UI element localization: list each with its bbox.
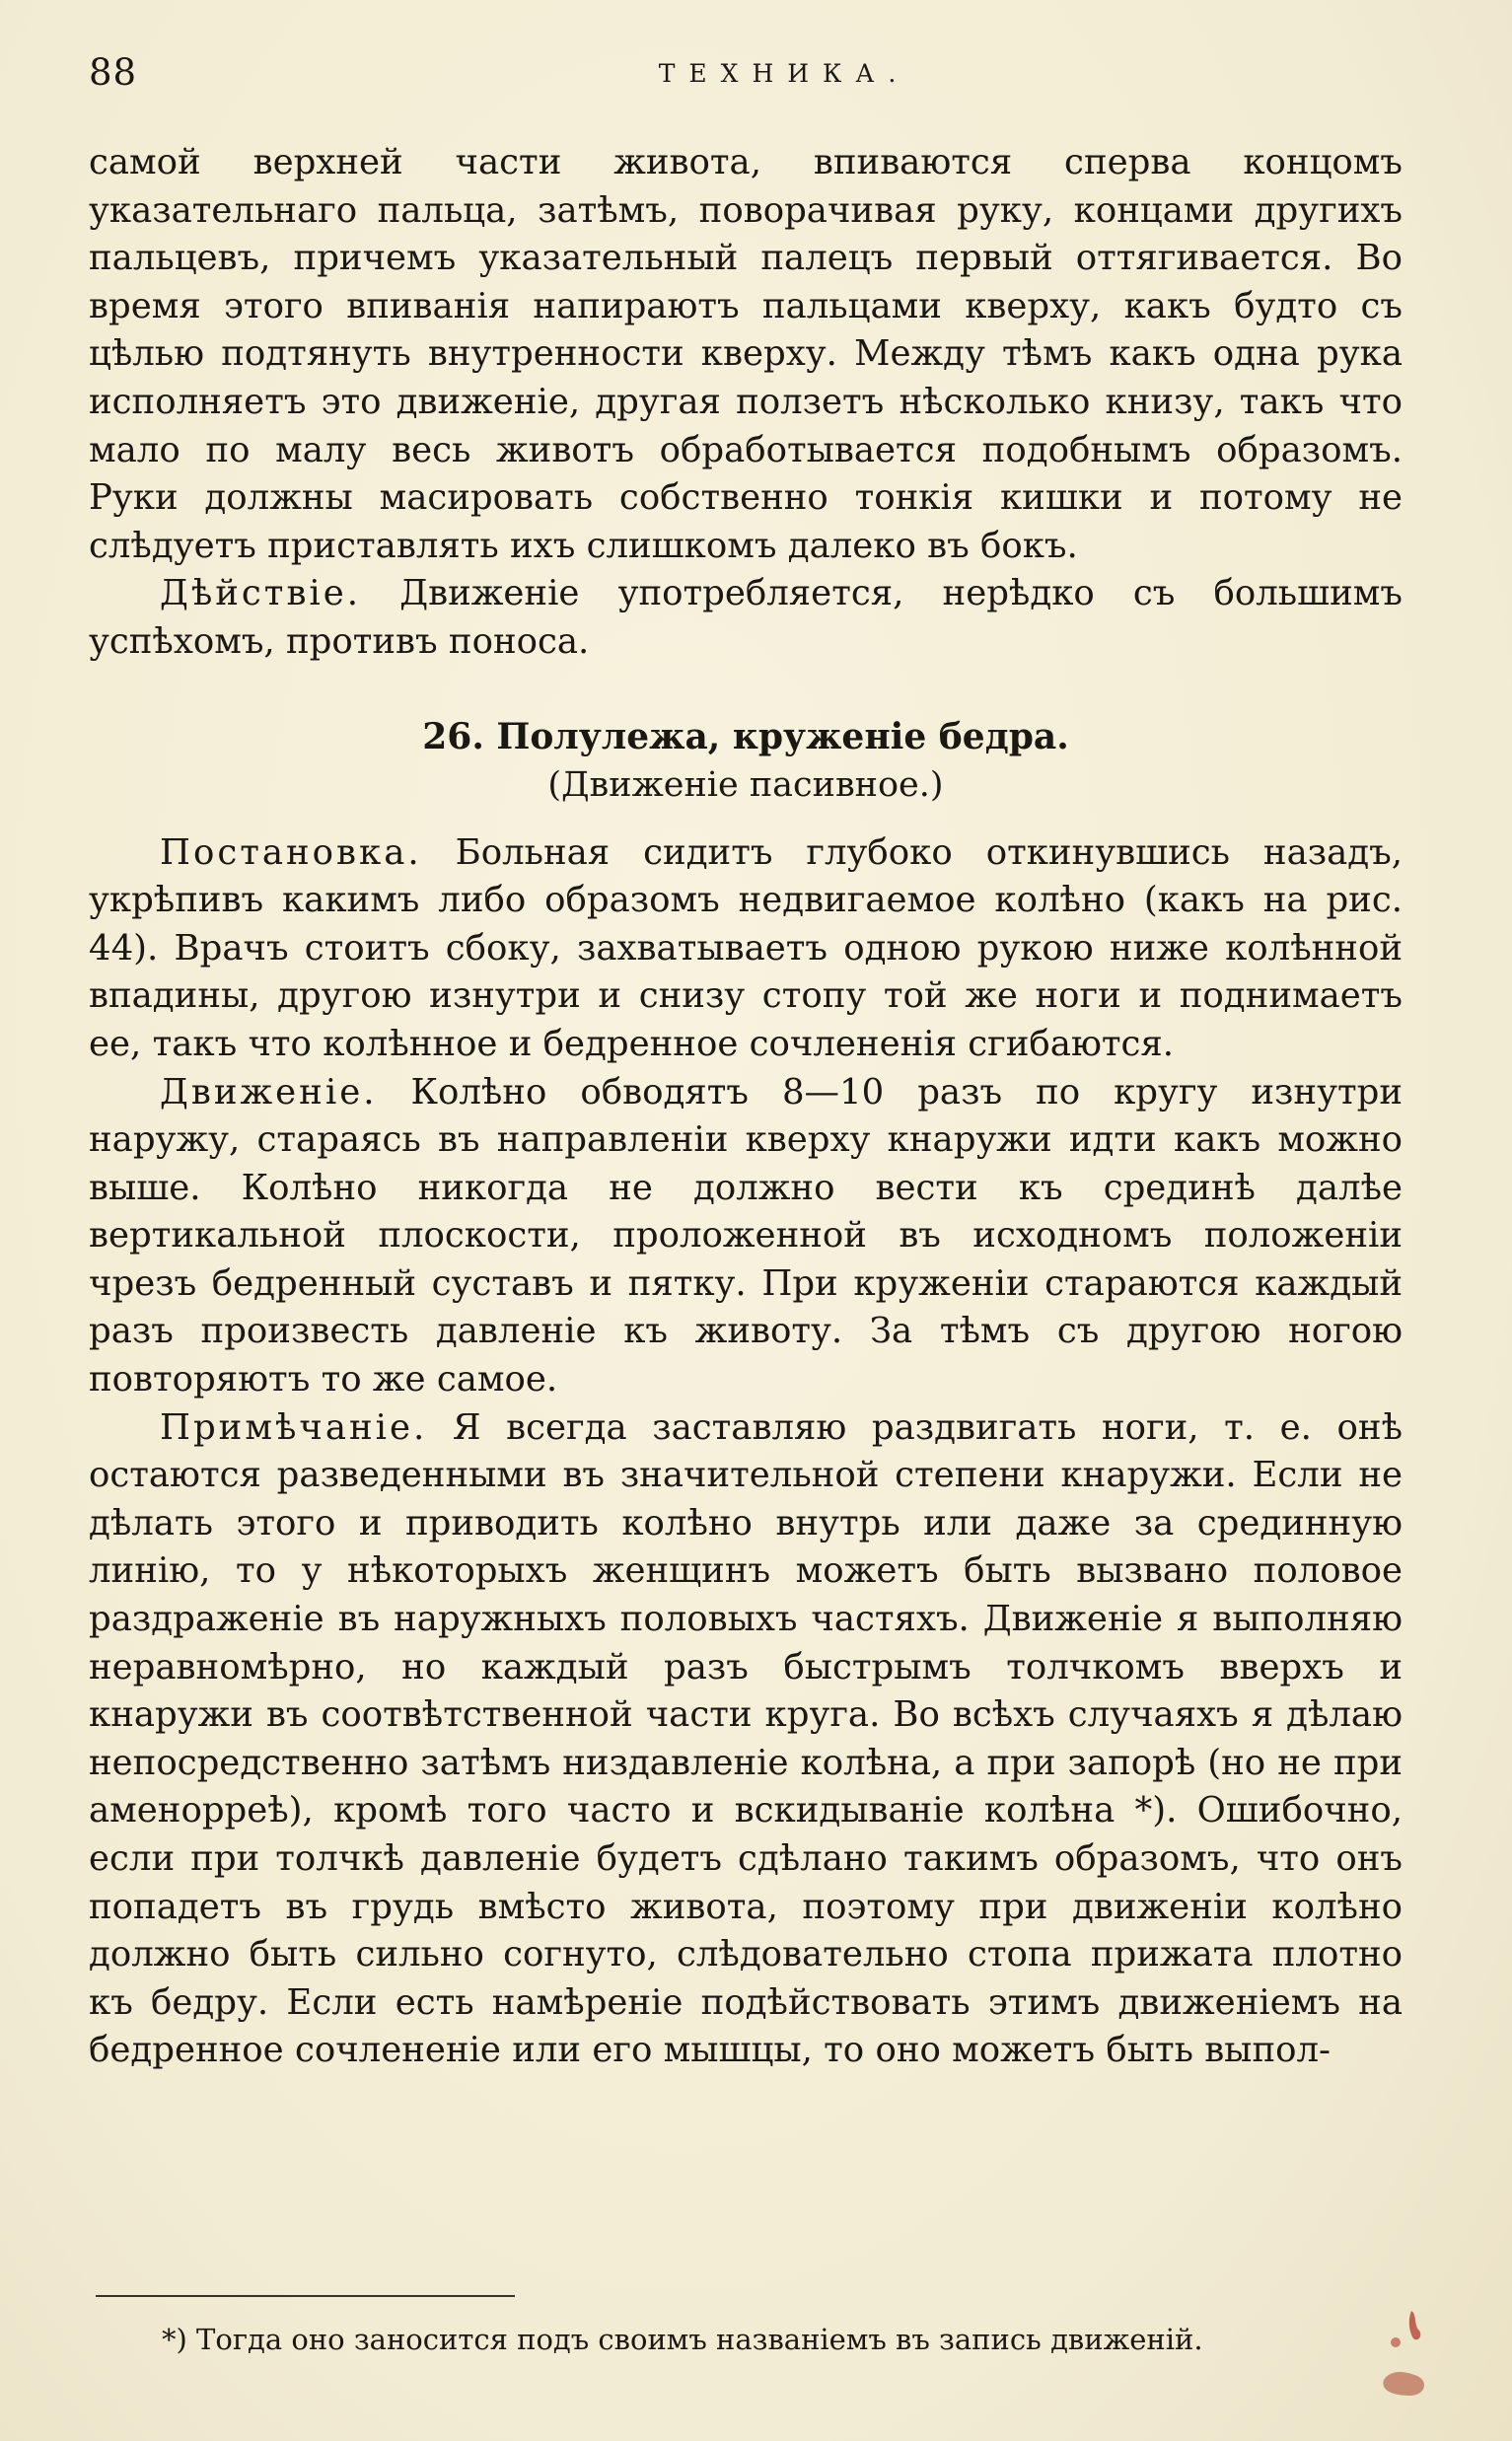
paragraph-movement	[89, 1069, 1403, 1404]
paragraph-effect	[89, 570, 1403, 666]
ink-stain-mark	[1374, 2303, 1443, 2402]
running-title: ТЕХНИКА.	[658, 59, 910, 88]
paragraph-text-position: Больная сидитъ глубоко откинувшись назадъ, укрѣпивъ какимъ либо образомъ недвигаемое колѣно (какъ на рис. 44). Врачъ стоитъ сбоку, захватываетъ одною рукою ниже колѣнной впадины, другою изнутри и снизу стопу той же ноги и поднимаетъ ее, такъ что колѣнное и бедренное сочлененія сгибаются.	[89, 831, 1403, 1064]
page-body	[89, 139, 1403, 2075]
page-number: 88	[89, 51, 138, 94]
footnote-divider	[96, 2295, 515, 2297]
paragraph-label-note: Примѣчаніе.	[160, 1406, 428, 1448]
paragraph-label-movement: Движеніе.	[160, 1071, 378, 1113]
paragraph-position	[89, 829, 1403, 1069]
paragraph-continuation: самой верхней части живота, впиваются сперва концомъ указательнаго пальца, затѣмъ, поворачивая руку, концами другихъ пальцевъ, причемъ указательный палецъ первый оттягивается. Во время этого впиванія напираютъ пальцами кверху, какъ будто съ цѣлью подтянуть внутренности кверху. Между тѣмъ какъ одна рука исполняетъ это движеніе, другая ползетъ нѣсколько книзу, такъ что мало по малу весь животъ обработывается подобнымъ образомъ. Руки должны масировать собственно тонкія кишки и потому не слѣдуетъ приставлять ихъ слишкомъ далеко въ бокъ.	[89, 142, 1403, 566]
page-header	[89, 51, 1420, 110]
section-subtitle: (Движеніе пасивное.)	[547, 764, 944, 805]
footnote: *) Тогда оно заносится подъ своимъ названіемъ въ запись движеній.	[162, 2323, 1203, 2356]
paragraph-label-effect: Дѣйствіе.	[160, 573, 362, 614]
paragraph-text-effect: Движеніе употребляется, нерѣдко съ большимъ успѣхомъ, противъ поноса.	[89, 573, 1403, 662]
paragraph-text-note: Я всегда заставляю раздвигать ноги, т. е. онѣ остаются разведенными въ значительной степени кнаружи. Если не дѣлать этого и приводить колѣно внутрь или даже за срединную линію, то у нѣкоторыхъ женщинъ можетъ быть вызвано половое раздраженіе въ наружныхъ половыхъ частяхъ. Движеніе я выполняю неравномѣрно, но каждый разъ быстрымъ толчкомъ вверхъ и кнаружи въ соотвѣтственной части круга. Во всѣхъ случаяхъ я дѣлаю непосредственно затѣмъ низдавленіе колѣна, а при запорѣ (но не при аменорреѣ), кромѣ того часто и вскидываніе колѣна *). Ошибочно, если при толчкѣ давленіе будетъ сдѣлано такимъ образомъ, что онъ попадетъ въ грудь вмѣсто живота, поэтому при движеніи колѣно должно быть сильно согнуто, слѣдовательно стопа прижата плотно къ бедру. Если есть намѣреніе подѣйствовать этимъ движеніемъ на бедренное сочлененіе или его мышцы, то оно можетъ быть выпол-	[89, 1406, 1403, 2071]
paragraph-label-position: Постановка.	[160, 831, 422, 873]
paragraph-text-movement: Колѣно обводятъ 8—10 разъ по кругу изнутри наружу, стараясь въ направленіи кверху кнаружи идти какъ можно выше. Колѣно никогда не должно вести къ срединѣ далѣе вертикальной плоскости, проложенной въ исходномъ положеніи чрезъ бедренный суставъ и пятку. При круженіи стараются каждый разъ произвесть давленіе къ животу. За тѣмъ съ другою ногою повторяютъ то же самое.	[89, 1071, 1403, 1400]
section-title: 26. Полулежа, круженіе бедра.	[422, 715, 1069, 757]
paragraph-note	[89, 1404, 1403, 2075]
